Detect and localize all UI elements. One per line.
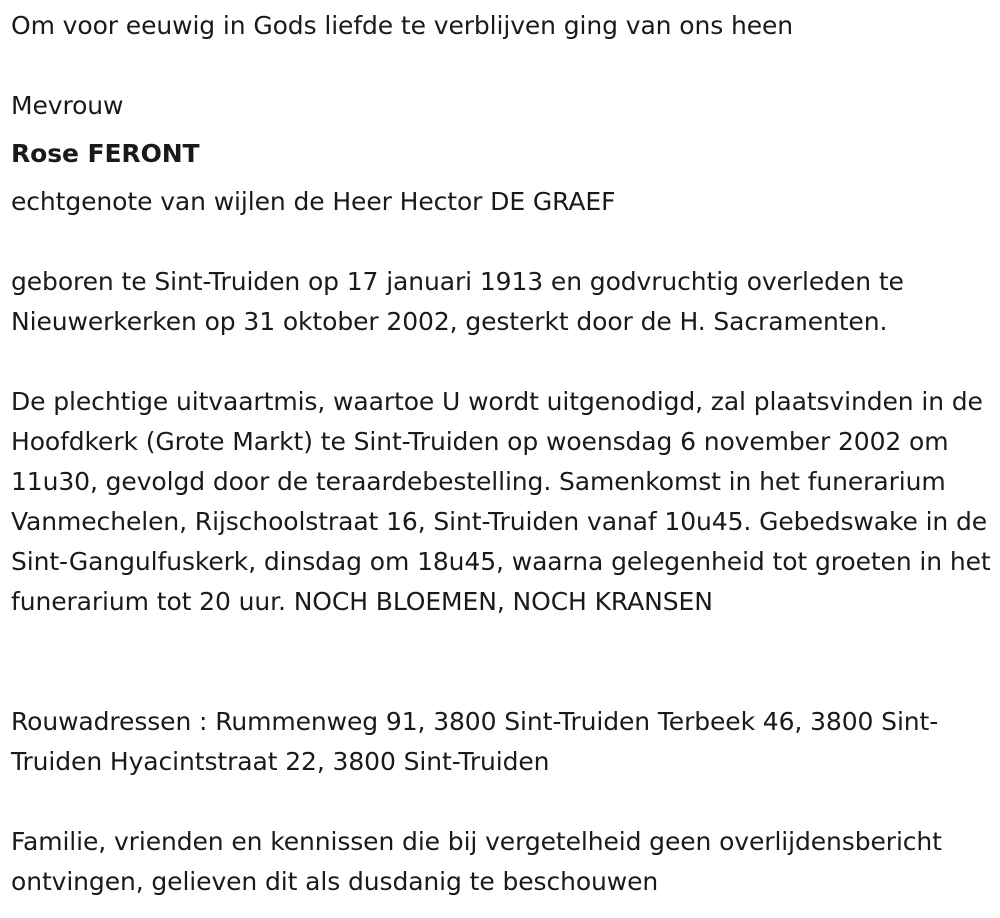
family-paragraph: Familie, vrienden en kennissen die bij vergetelheid geen overlijdensbericht ontvingen, gelieven dit als dusdanig te beschouwen [11,827,942,896]
birth-death-paragraph: geboren te Sint-Truiden op 17 januari 1913 en godvruchtig overleden te Nieuwerkerken op 31 oktober 2002, gesterkt door de H. Sacramenten. [11,267,904,336]
honorific-title: Mevrouw [11,91,124,120]
addresses-paragraph: Rouwadressen : Rummenweg 91, 3800 Sint-Truiden Terbeek 46, 3800 Sint-Truiden Hyacintstraat 22, 3800 Sint-Truiden [11,707,939,776]
deceased-name: Rose FERONT [11,139,200,168]
funeral-paragraph: De plechtige uitvaartmis, waartoe U wordt uitgenodigd, zal plaatsvinden in de Hoofdkerk (Grote Markt) te Sint-Truiden op woensdag 6 november 2002 om 11u30, gevolgd door de teraardebestelling. Samenkomst in het funerarium Vanmechelen, Rijschoolstraat 16, Sint-Truiden vanaf 10u45. Gebedswake in de Sint-Gangulfuskerk, dinsdag om 18u45, waarna gelegenheid tot groeten in het funerarium tot 20 uur. NOCH BLOEMEN, NOCH KRANSEN [11,387,991,616]
intro-text: Om voor eeuwig in Gods liefde te verblijven ging van ons heen [11,11,794,40]
spouse-text: echtgenote van wijlen de Heer Hector DE GRAEF [11,187,616,216]
